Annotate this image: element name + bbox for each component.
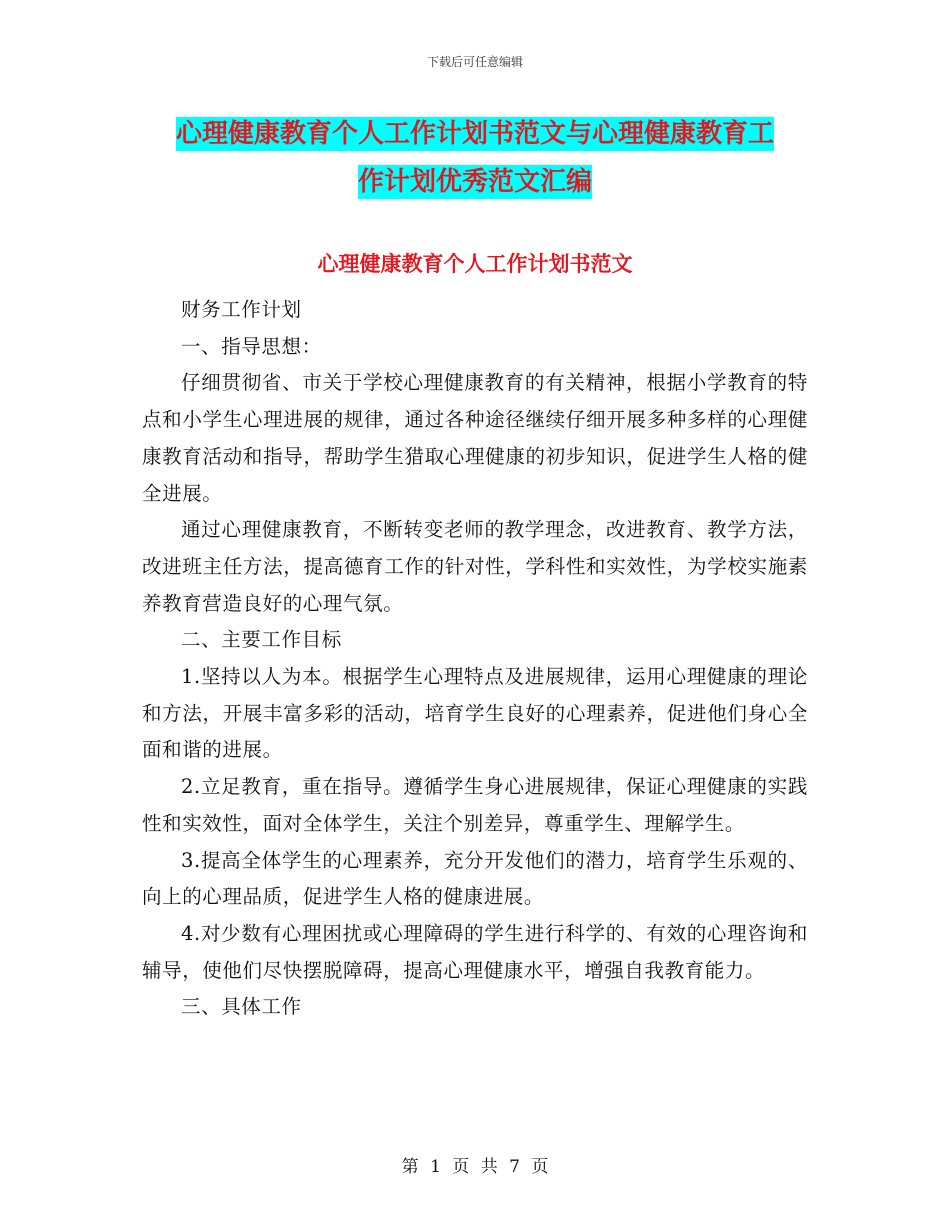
document-body xyxy=(142,292,808,1026)
paragraph: 一、指导思想： xyxy=(181,334,322,358)
page-header-note: 下载后可任意编辑 xyxy=(426,55,523,69)
paragraph: 3.提高全体学生的心理素养，充分开发他们的潜力，培育学生乐观的、向上的心理品质，促进学生人格的健康进展。 xyxy=(142,848,808,909)
paragraph: 二、主要工作目标 xyxy=(181,628,342,652)
document-title xyxy=(140,110,810,206)
section-title: 心理健康教育个人工作计划书范文 xyxy=(317,252,633,276)
paragraph: 通过心理健康教育，不断转变老师的教学理念，改进教育、教学方法，改进班主任方法，提高德育工作的针对性，学科性和实效性，为学校实施素养教育营造良好的心理气氛。 xyxy=(142,518,808,615)
paragraph: 1.坚持以人为本。根据学生心理特点及进展规律，运用心理健康的理论和方法，开展丰富多彩的活动，培育学生良好的心理素养，促进他们身心全面和谐的进展。 xyxy=(142,665,808,762)
document-title-line-2: 作计划优秀范文汇编 xyxy=(357,167,592,197)
paragraph: 2.立足教育，重在指导。遵循学生身心进展规律，保证心理健康的实践性和实效性，面对全体学生，关注个别差异，尊重学生、理解学生。 xyxy=(142,775,808,835)
paragraph: 4.对少数有心理困扰或心理障碍的学生进行科学的、有效的心理咨询和辅导，使他们尽快摆脱障碍，提高心理健康水平，增强自我教育能力。 xyxy=(142,921,808,982)
paragraph: 仔细贯彻省、市关于学校心理健康教育的有关精神，根据小学教育的特点和小学生心理进展的规律，通过各种途径继续仔细开展多种多样的心理健康教育活动和指导，帮助学生猎取心理健康的初步知识，促进学生人格的健全进展。 xyxy=(142,371,808,505)
document-title-line-1: 心理健康教育个人工作计划书范文与心理健康教育工 xyxy=(175,119,774,149)
paragraph: 财务工作计划 xyxy=(181,298,302,321)
paragraph: 三、具体工作 xyxy=(181,995,302,1019)
page-number-footer: 第 1 页 共 7 页 xyxy=(401,1157,549,1177)
